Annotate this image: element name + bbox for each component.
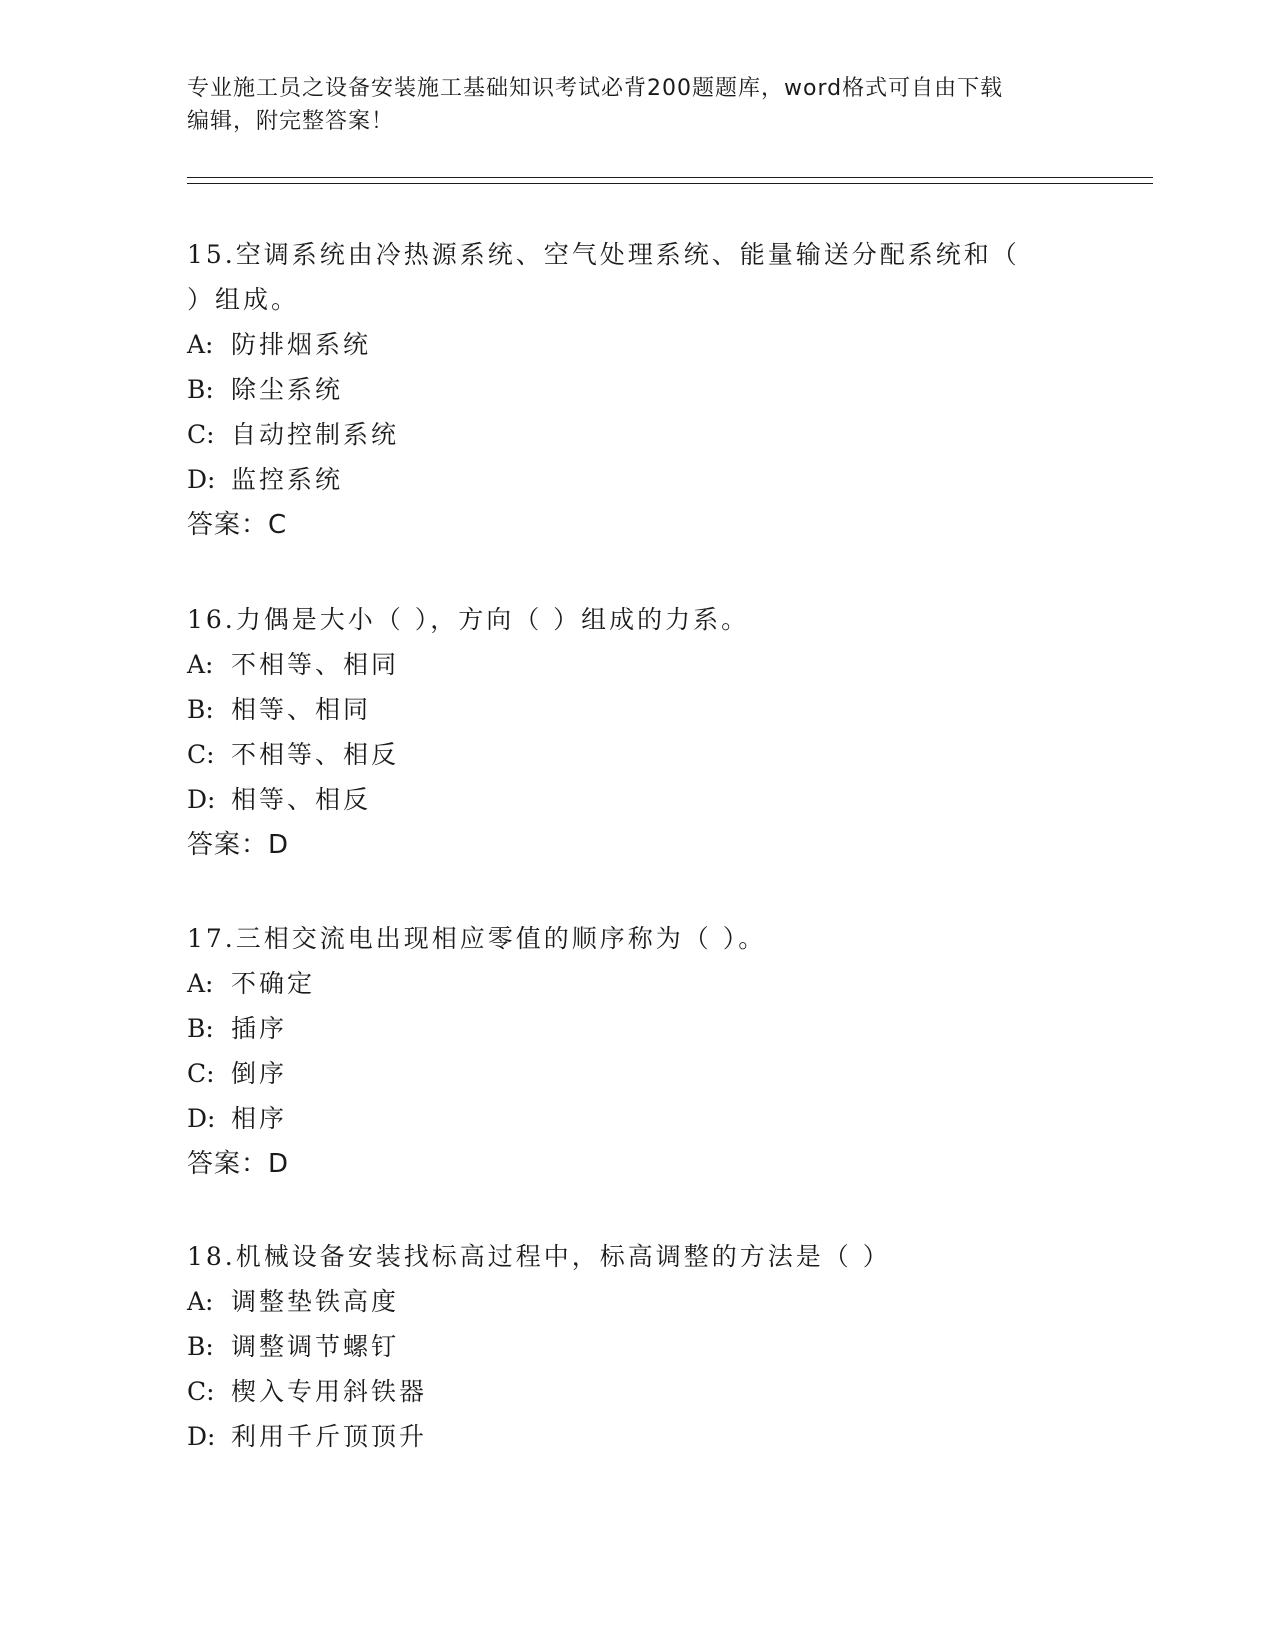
question-stem: 16.力偶是大小（ ），方向（ ）组成的力系。 <box>187 605 750 634</box>
question-18 <box>187 1234 1087 1459</box>
option-c <box>187 1051 1087 1096</box>
header-divider-bottom <box>187 183 1153 184</box>
option-c <box>187 412 1087 457</box>
option-d <box>187 1096 1087 1141</box>
option-text: 相等、相反 <box>231 785 372 814</box>
option-letter: A: <box>187 969 214 998</box>
question-15 <box>187 232 1087 548</box>
option-b <box>187 367 1087 412</box>
option-text: 除尘系统 <box>231 375 344 404</box>
option-letter: A: <box>187 330 214 359</box>
option-text: 相等、相同 <box>231 695 372 724</box>
option-b <box>187 1324 1087 1369</box>
option-text: 不相等、相反 <box>231 740 400 769</box>
question-stem: 15.空调系统由冷热源系统、空气处理系统、能量输送分配系统和（ <box>187 240 1020 269</box>
option-letter: D: <box>187 465 216 494</box>
option-letter: A: <box>187 1287 214 1316</box>
option-c <box>187 1369 1087 1414</box>
option-text: 楔入专用斜铁器 <box>231 1377 428 1406</box>
option-text: 调整调节螺钉 <box>231 1332 400 1361</box>
option-text: 不相等、相同 <box>231 650 400 679</box>
option-letter: C: <box>187 420 215 449</box>
option-letter: C: <box>187 1059 215 1088</box>
option-letter: A: <box>187 650 214 679</box>
option-text: 调整垫铁高度 <box>231 1287 400 1316</box>
option-letter: D: <box>187 1422 216 1451</box>
option-d <box>187 1414 1087 1459</box>
question-stem-continued: ）组成。 <box>187 285 300 314</box>
answer-label: 答案：D <box>187 830 290 860</box>
option-text: 倒序 <box>231 1059 288 1088</box>
header-line-1: 专业施工员之设备安装施工基础知识考试必背200题题库，word格式可自由下载 <box>187 76 1004 101</box>
option-letter: C: <box>187 740 215 769</box>
option-a <box>187 642 1087 687</box>
option-text: 不确定 <box>231 969 316 998</box>
option-text: 防排烟系统 <box>231 330 372 359</box>
question-16 <box>187 597 1087 868</box>
header-line-2: 编辑，附完整答案！ <box>187 109 395 134</box>
header-divider-top <box>187 177 1153 178</box>
option-text: 监控系统 <box>231 465 344 494</box>
option-b <box>187 1006 1087 1051</box>
option-b <box>187 687 1087 732</box>
option-letter: B: <box>187 695 214 724</box>
answer-label: 答案：D <box>187 1149 290 1179</box>
question-stem: 17.三相交流电出现相应零值的顺序称为（ ）。 <box>187 924 767 953</box>
question-17 <box>187 916 1087 1187</box>
option-c <box>187 732 1087 777</box>
option-a <box>187 322 1087 367</box>
option-letter: B: <box>187 1014 214 1043</box>
document-header <box>187 72 1087 138</box>
option-text: 插序 <box>231 1014 288 1043</box>
question-stem: 18.机械设备安装找标高过程中，标高调整的方法是（ ） <box>187 1242 891 1271</box>
option-letter: B: <box>187 1332 214 1361</box>
option-text: 利用千斤顶顶升 <box>231 1422 428 1451</box>
option-letter: D: <box>187 1104 216 1133</box>
option-text: 相序 <box>231 1104 288 1133</box>
option-text: 自动控制系统 <box>231 420 400 449</box>
option-d <box>187 457 1087 502</box>
option-letter: B: <box>187 375 214 404</box>
option-a <box>187 1279 1087 1324</box>
option-letter: D: <box>187 785 216 814</box>
option-letter: C: <box>187 1377 215 1406</box>
answer-label: 答案：C <box>187 510 288 540</box>
option-a <box>187 961 1087 1006</box>
option-d <box>187 777 1087 822</box>
